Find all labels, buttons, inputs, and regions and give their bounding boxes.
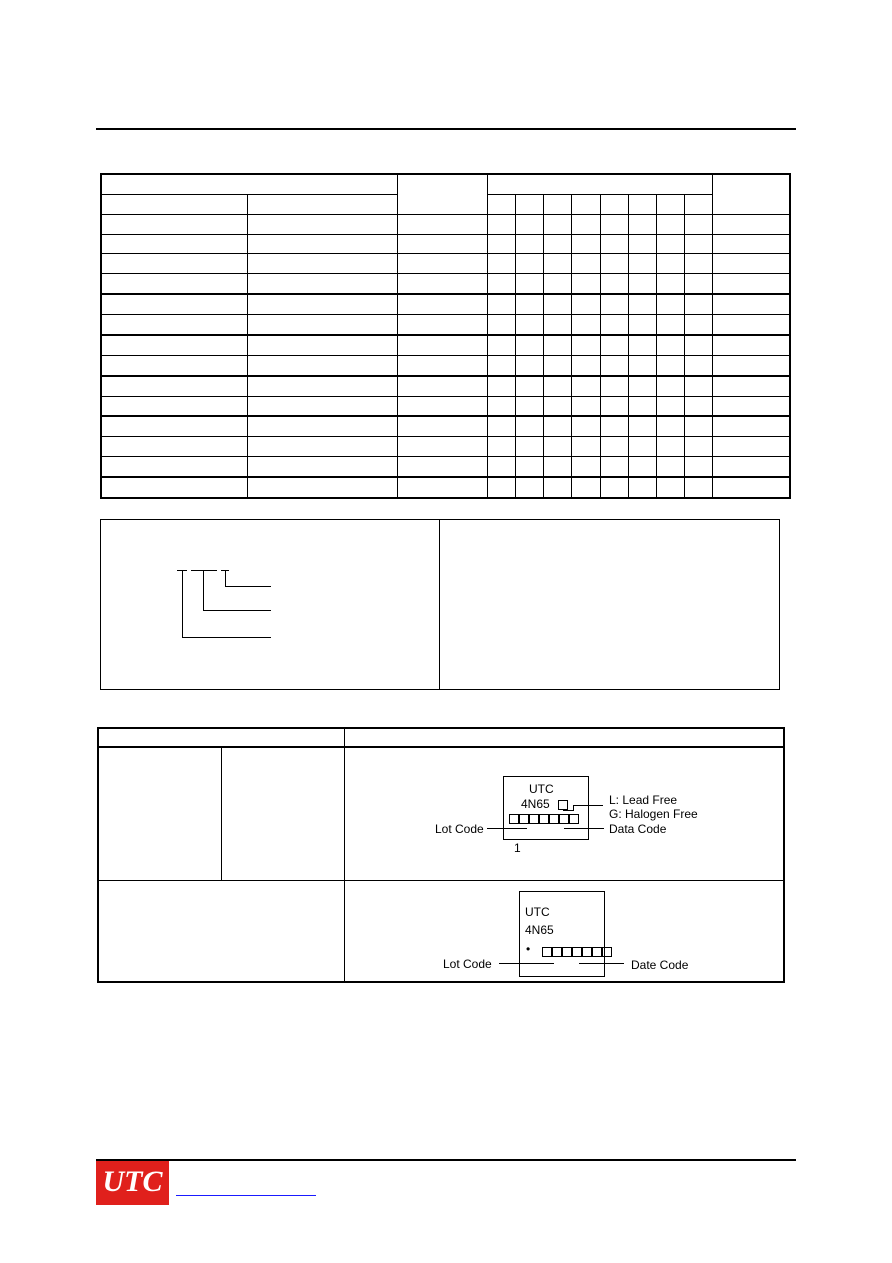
- table-row: [101, 274, 790, 294]
- option-box: [558, 800, 568, 810]
- halogen-free-label: G: Halogen Free: [609, 807, 698, 821]
- header-cell-ordering-number: [101, 174, 397, 194]
- chip2-line1: UTC: [525, 905, 550, 919]
- lot-code-label-2: Lot Code: [443, 957, 492, 971]
- table-row: [101, 254, 790, 274]
- table-row: [101, 396, 790, 416]
- lead-free-label: L: Lead Free: [609, 793, 678, 807]
- header-cell-pin-assignment: [488, 174, 713, 194]
- table-row: [101, 315, 790, 335]
- logo-text: UTC: [102, 1165, 163, 1198]
- chip1-line1: UTC: [529, 782, 554, 796]
- chip2-dot: •: [526, 942, 531, 956]
- footer-rule: [96, 1159, 796, 1161]
- chip2-code-boxes: [542, 947, 612, 957]
- table-row: [101, 335, 790, 355]
- header-cell-packing: [713, 174, 790, 214]
- box-divider: [439, 520, 440, 689]
- part-number-decode-box: [100, 519, 780, 690]
- data-code-label: Data Code: [609, 822, 667, 836]
- table-header-row: [101, 174, 790, 194]
- table-row: [101, 437, 790, 457]
- header-cell-halogen-free: [248, 194, 398, 214]
- chip2-line2: 4N65: [525, 923, 554, 937]
- header-rule: [96, 128, 796, 130]
- marking-table: [97, 727, 785, 983]
- header-cell-lead-free: [101, 194, 248, 214]
- table-row: [101, 376, 790, 396]
- header-cell-package: [397, 174, 487, 214]
- date-code-label: Date Code: [631, 958, 689, 972]
- table-row: [101, 294, 790, 314]
- table-row: [101, 214, 790, 234]
- table-row: [101, 477, 790, 498]
- lot-code-label: Lot Code: [435, 822, 484, 836]
- chip1-pin-label: 1: [514, 841, 521, 855]
- chip1-line2: 4N65: [521, 797, 550, 811]
- website-link[interactable]: [176, 1195, 316, 1196]
- table-row: [101, 457, 790, 477]
- utc-logo: [96, 1161, 169, 1205]
- table-row: [101, 416, 790, 436]
- ordering-information-table: [100, 173, 791, 499]
- table-row: [101, 355, 790, 375]
- table-row: [101, 234, 790, 254]
- chip1-code-boxes: [509, 814, 579, 824]
